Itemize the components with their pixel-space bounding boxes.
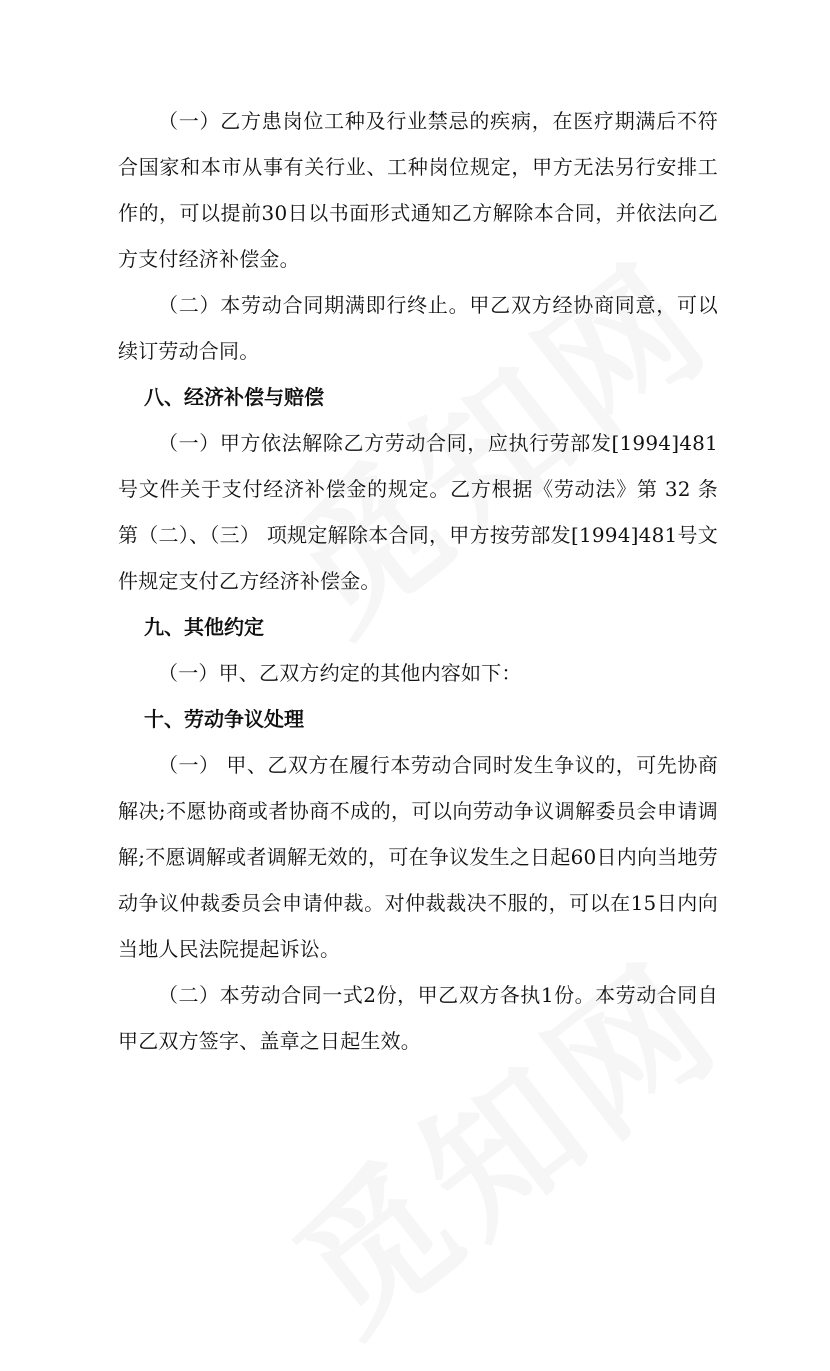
section-heading-8: 八、经济补偿与赔偿 xyxy=(144,385,324,409)
section-heading-10: 十、劳动争议处理 xyxy=(144,707,304,731)
section-heading-9: 九、其他约定 xyxy=(144,615,264,639)
document-body xyxy=(118,98,718,1064)
paragraph-7-2: （二）本劳动合同期满即行终止。甲乙双方经协商同意，可以续订劳动合同。 xyxy=(118,293,718,363)
paragraph-9-1: （一）甲、乙双方约定的其他内容如下： xyxy=(158,661,522,685)
paragraph-7-1: （一）乙方患岗位工种及行业禁忌的疾病，在医疗期满后不符合国家和本市从事有关行业、工种岗位规定，甲方无法另行安排工作的，可以提前30日以书面形式通知乙方解除本合同，并依法向乙方支付经济补偿金。 xyxy=(118,109,718,271)
paragraph-10-2: （二）本劳动合同一式2份，甲乙双方各执1份。本劳动合同自甲乙双方签字、盖章之日起生效。 xyxy=(118,983,718,1053)
paragraph-10-1: （一） 甲、乙双方在履行本劳动合同时发生争议的，可先协商解决;不愿协商或者协商不成的，可以向劳动争议调解委员会申请调解;不愿调解或者调解无效的，可在争议发生之日起60日内向当地劳动争议仲裁委员会申请仲裁。对仲裁裁决不服的，可以在15日内向当地人民法院提起诉讼。 xyxy=(118,753,718,961)
paragraph-8-1: （一）甲方依法解除乙方劳动合同，应执行劳部发[1994]481号文件关于支付经济补偿金的规定。乙方根据《劳动法》第 32 条第（二）、（三） 项规定解除本合同，甲方按劳部发[1994]481号文件规定支付乙方经济补偿金。 xyxy=(118,431,718,593)
